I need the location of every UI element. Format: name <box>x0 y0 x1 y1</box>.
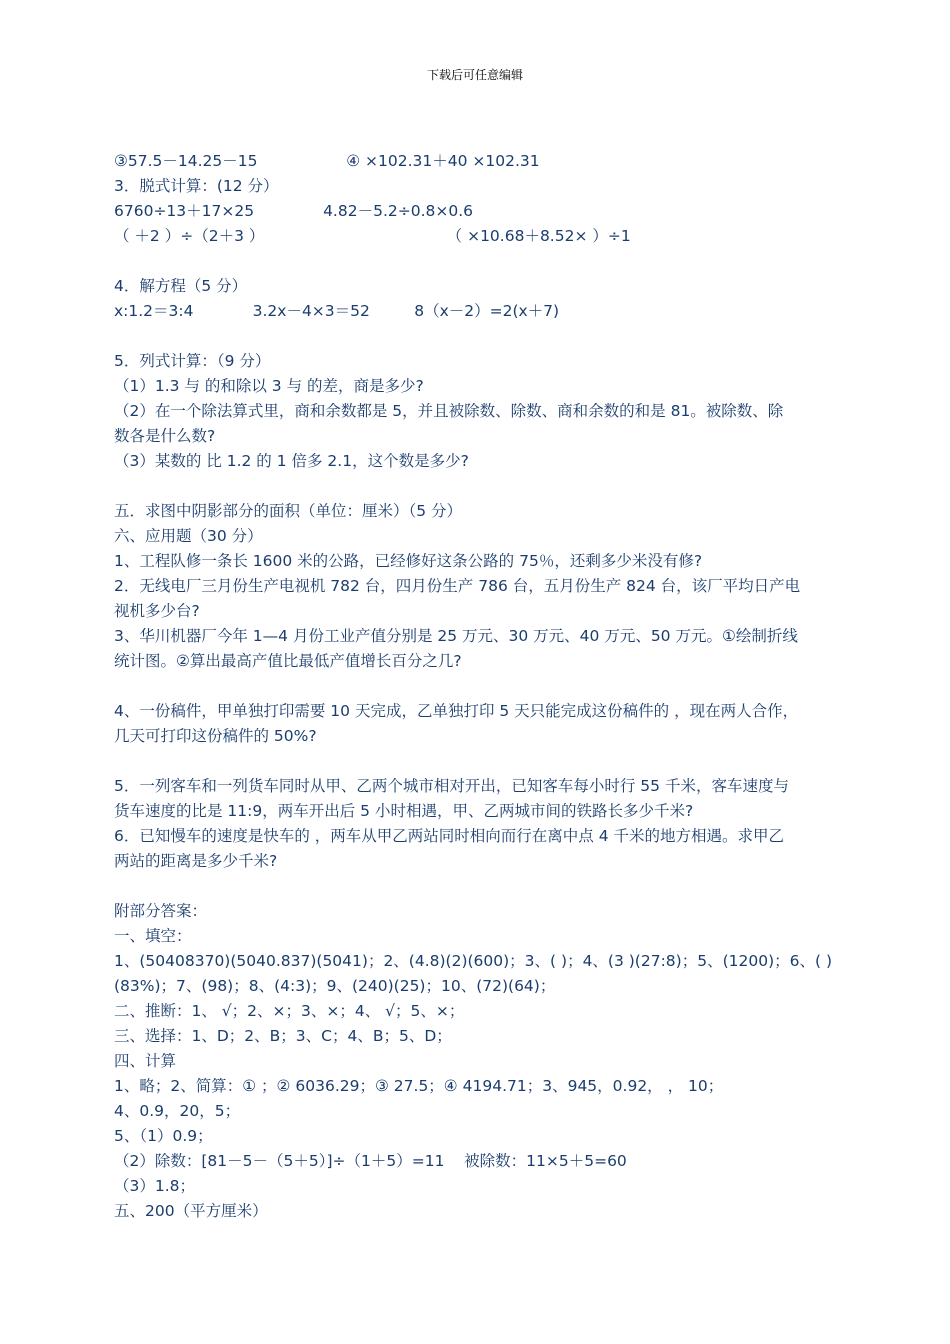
text-line: 3．脱式计算：(12 分） <box>114 177 279 195</box>
text-line: (83%)；7、(98)；8、(4:3)；9、(240)(25)；10、(72)(64)； <box>114 977 556 995</box>
text-line: 3、华川机器厂今年 1—4 月份工业产值分别是 25 万元、30 万元、40 万元、50 万元。①绘制折线 <box>114 627 798 645</box>
text-line: 1、略；2、简算：① ；② 6036.29；③ 27.5；④ 4194.71；3、945，0.92， ， 10； <box>114 1077 724 1095</box>
text-line: （3）1.8； <box>114 1177 196 1195</box>
text-line: 4、0.9，20，5； <box>114 1102 241 1120</box>
text-line: 5、（1）0.9； <box>114 1127 213 1145</box>
text-line: （3）某数的 比 1.2 的 1 倍多 2.1，这个数是多少? <box>114 452 469 470</box>
text-line: 五．求图中阴影部分的面积（单位：厘米）（5 分） <box>114 502 463 520</box>
text-line: 6760÷13＋17×25 4.82－5.2÷0.8×0.6 <box>114 202 474 220</box>
text-line: 4、一份稿件，甲单独打印需要 10 天完成，乙单独打印 5 天只能完成这份稿件的 ，现在两人合作， <box>114 702 799 720</box>
text-line: 五、200（平方厘米） <box>114 1202 268 1220</box>
blank-line <box>114 874 836 899</box>
text-line: （ ＋2 ）÷（2＋3 ） （ ×10.68＋8.52× ）÷1 <box>114 227 631 245</box>
text-line: ③57.5－14.25－15 ④ ×102.31＋40 ×102.31 <box>114 152 540 170</box>
text-line: 统计图。②算出最高产值比最低产值增长百分之几? <box>114 652 462 670</box>
text-line: 6．已知慢车的速度是快车的 ，两车从甲乙两站同时相向而行在离中点 4 千米的地方相遇。求甲乙 <box>114 827 785 845</box>
text-line: 一、填空： <box>114 927 192 945</box>
text-line: 二、推断：1、 √；2、×；3、×；4、 √；5、×； <box>114 1002 465 1020</box>
text-line: 1、工程队修一条长 1600 米的公路，已经修好这条公路的 75％，还剩多少米没有修? <box>114 552 703 570</box>
blank-line <box>114 674 836 699</box>
text-line: 三、选择：1、D；2、B；3、C；4、B；5、D； <box>114 1027 452 1045</box>
text-line: 4．解方程（5 分） <box>114 277 248 295</box>
blank-line <box>114 749 836 774</box>
text-line: 视机多少台? <box>114 602 200 620</box>
page-header: 下载后可任意编辑 <box>426 68 523 82</box>
document-body <box>114 149 836 1224</box>
text-line: （1）1.3 与 的和除以 3 与 的差，商是多少? <box>114 377 424 395</box>
blank-line <box>114 324 836 349</box>
text-line: 5．列式计算：（9 分） <box>114 352 271 370</box>
text-line: 2．无线电厂三月份生产电视机 782 台，四月份生产 786 台，五月份生产 824 台，该厂平均日产电 <box>114 577 801 595</box>
text-line: 数各是什么数? <box>114 427 216 445</box>
text-line: 1、(50408370)(5040.837)(5041)；2、(4.8)(2)(600)；3、( )；4、(3 )(27:8)；5、(1200)；6、( ) <box>114 952 832 970</box>
text-line: 六、应用题（30 分） <box>114 527 263 545</box>
blank-line <box>114 249 836 274</box>
text-line: 几天可打印这份稿件的 50%? <box>114 727 317 745</box>
text-line: 5．一列客车和一列货车同时从甲、乙两个城市相对开出，已知客车每小时行 55 千米，客车速度与 <box>114 777 789 795</box>
text-line: 两站的距离是多少千米? <box>114 852 278 870</box>
text-line: 货车速度的比是 11:9，两车开出后 5 小时相遇，甲、乙两城市间的铁路长多少千米? <box>114 802 694 820</box>
text-line: （2）除数：[81－5－（5＋5）]÷（1＋5）=11 被除数：11×5＋5=60 <box>114 1152 627 1170</box>
text-line: （2）在一个除法算式里，商和余数都是 5，并且被除数、除数、商和余数的和是 81。被除数、除 <box>114 402 784 420</box>
blank-line <box>114 474 836 499</box>
text-line: 附部分答案： <box>114 902 208 920</box>
text-line: 四、计算 <box>114 1052 177 1070</box>
text-line: x:1.2＝3:4 3.2x－4×3＝52 8（x－2）=2(x＋7) <box>114 302 560 320</box>
